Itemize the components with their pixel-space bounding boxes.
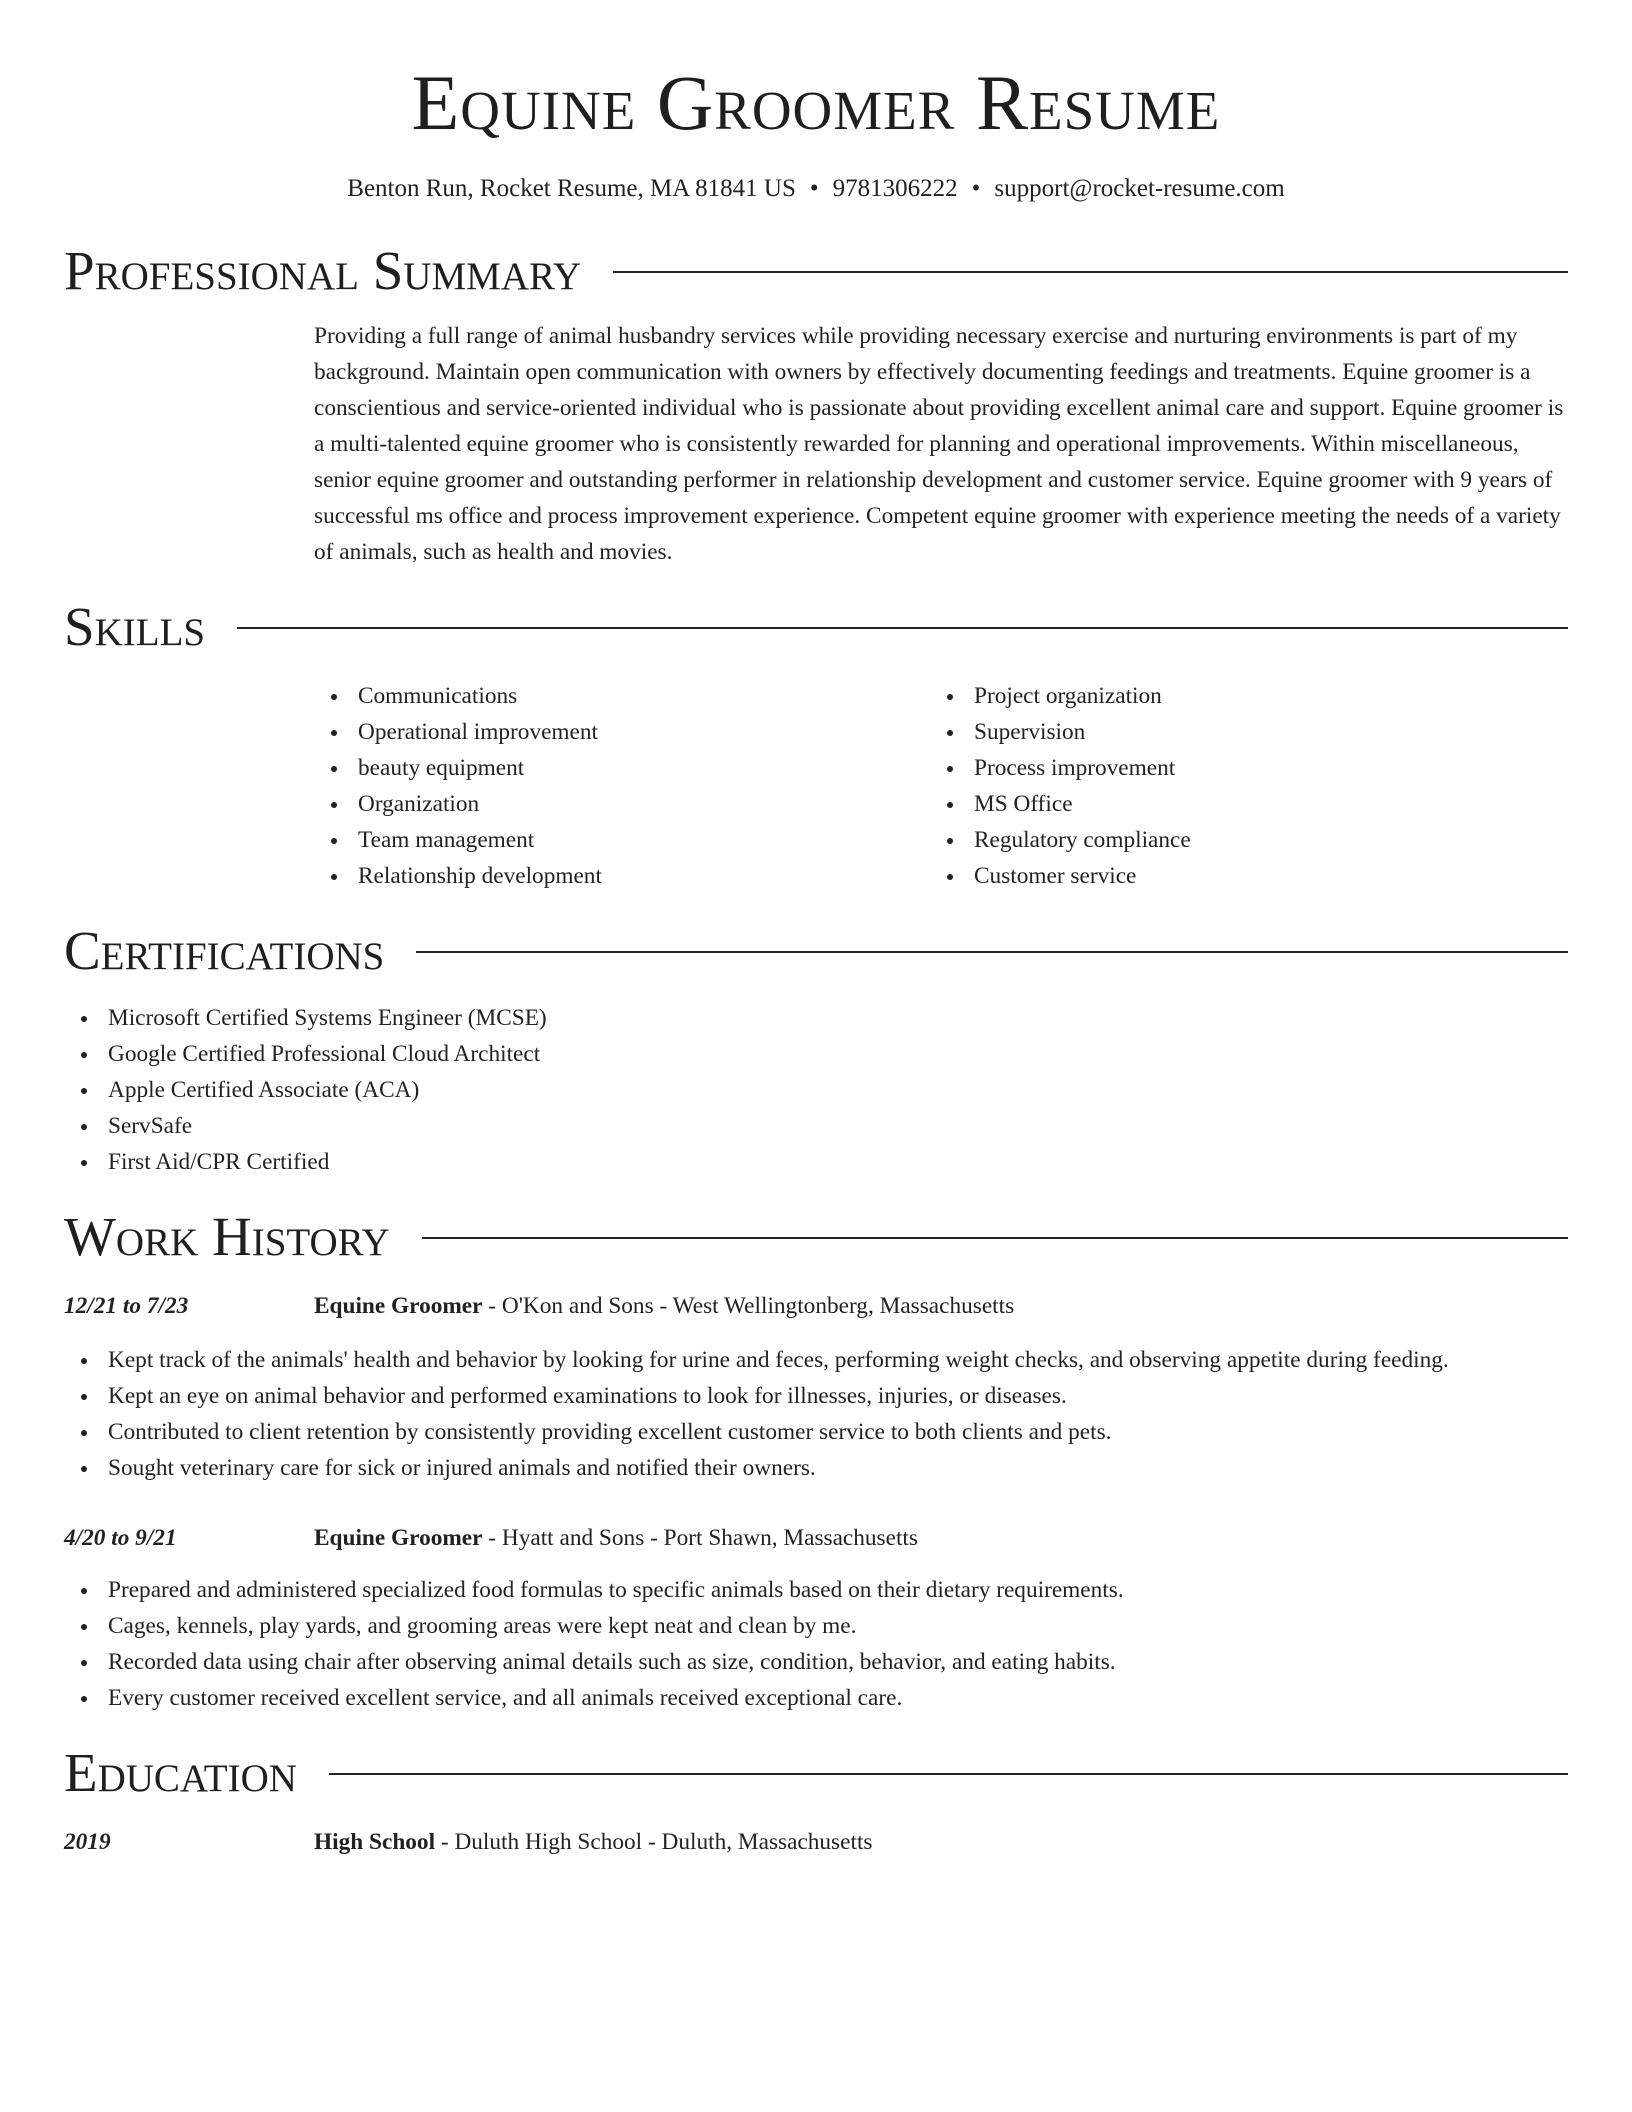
job-bullet: Cages, kennels, play yards, and grooming areas were kept neat and clean by me. [64,1608,1568,1644]
skill-item: Customer service [930,858,1546,894]
skill-item: Operational improvement [314,714,930,750]
job-bullet: Recorded data using chair after observing animal details such as size, condition, behavior, and eating habits. [64,1644,1568,1680]
skill-item: Relationship development [314,858,930,894]
skills-list [314,678,1568,894]
skills-column-right [930,678,1546,894]
skill-item: MS Office [930,786,1546,822]
job-bullet: Sought veterinary care for sick or injured animals and notified their owners. [64,1450,1568,1486]
contact-phone: 9781306222 [832,175,958,202]
job-details: - O'Kon and Sons - West Wellingtonberg, Massachusetts [482,1293,1015,1319]
certifications-heading: Certifications [64,920,385,981]
certification-item: ServSafe [64,1108,1568,1144]
certifications-section-header [64,916,1568,986]
section-divider [237,627,1568,629]
job-bullets [64,1572,1568,1716]
work-section-header [64,1202,1568,1272]
section-divider [613,271,1568,273]
job-bullet: Contributed to client retention by consistently providing excellent customer service to both clients and pets. [64,1414,1568,1450]
skill-item: Team management [314,822,930,858]
job-header [64,1288,1568,1324]
section-divider [416,951,1568,953]
skill-item: Project organization [930,678,1546,714]
job-bullet: Kept an eye on animal behavior and performed examinations to look for illnesses, injuries, or diseases. [64,1378,1568,1414]
education-section-header [64,1738,1568,1808]
certification-item: Microsoft Certified Systems Engineer (MCSE) [64,1000,1568,1036]
education-entry [64,1824,1568,1860]
job-bullet: Every customer received excellent service, and all animals received exceptional care. [64,1680,1568,1716]
job-title-line [314,1288,1014,1324]
section-divider [329,1773,1568,1775]
skills-column-left [314,678,930,894]
job-entry [64,1288,1568,1486]
job-bullets [64,1342,1568,1486]
resume-title: Equine Groomer Resume [411,59,1221,146]
job-dates: 4/20 to 9/21 [64,1525,177,1551]
skill-item: Organization [314,786,930,822]
education-details: - Duluth High School - Duluth, Massachusetts [435,1829,873,1855]
summary-section-header [64,236,1568,306]
certifications-list [64,1000,1568,1180]
job-role: Equine Groomer [314,1525,483,1551]
job-role: Equine Groomer [314,1293,483,1319]
skill-item: Supervision [930,714,1546,750]
skill-item: Regulatory compliance [930,822,1546,858]
summary-heading: Professional Summary [64,240,582,301]
certification-item: First Aid/CPR Certified [64,1144,1568,1180]
job-header [64,1520,1568,1556]
job-bullet: Kept track of the animals' health and behavior by looking for urine and feces, performing weight checks, and observing appetite during feeding. [64,1342,1568,1378]
job-details: - Hyatt and Sons - Port Shawn, Massachusetts [482,1525,918,1551]
skills-section-header [64,592,1568,662]
education-degree: High School [314,1829,436,1855]
job-title-line [314,1520,918,1556]
job-bullet: Prepared and administered specialized food formulas to specific animals based on their dietary requirements. [64,1572,1568,1608]
job-dates: 12/21 to 7/23 [64,1293,189,1319]
certification-item: Google Certified Professional Cloud Architect [64,1036,1568,1072]
job-entry [64,1520,1568,1716]
skill-item: Process improvement [930,750,1546,786]
contact-separator: • [971,175,981,202]
contact-line [64,172,1568,206]
section-divider [422,1237,1568,1239]
contact-separator: • [809,175,819,202]
work-heading: Work History [64,1206,390,1267]
education-year: 2019 [64,1829,111,1855]
education-heading: Education [64,1742,297,1803]
contact-address: Benton Run, Rocket Resume, MA 81841 US [347,175,796,202]
summary-text: Providing a full range of animal husbandry services while providing necessary exercise and nurturing environments is part of my background. Maintain open communication with owners by effectively documenting feedings and treatments. Equine groomer is a conscientious and service-oriented individual who is passionate about providing excellent animal care and support. Equine groomer is a multi-talented equine groomer who is consistently rewarded for planning and operational improvements. Within miscellaneous, senior equine groomer and outstanding performer in relationship development and customer service. Equine groomer with 9 years of successful ms office and process improvement experience. Competent equine groomer with experience meeting the needs of a variety of animals, such as health and movies. [314,323,1564,565]
skill-item: beauty equipment [314,750,930,786]
skill-item: Communications [314,678,930,714]
education-title-line [314,1824,872,1860]
certification-item: Apple Certified Associate (ACA) [64,1072,1568,1108]
contact-email: support@rocket-resume.com [994,175,1285,202]
skills-heading: Skills [64,596,206,657]
